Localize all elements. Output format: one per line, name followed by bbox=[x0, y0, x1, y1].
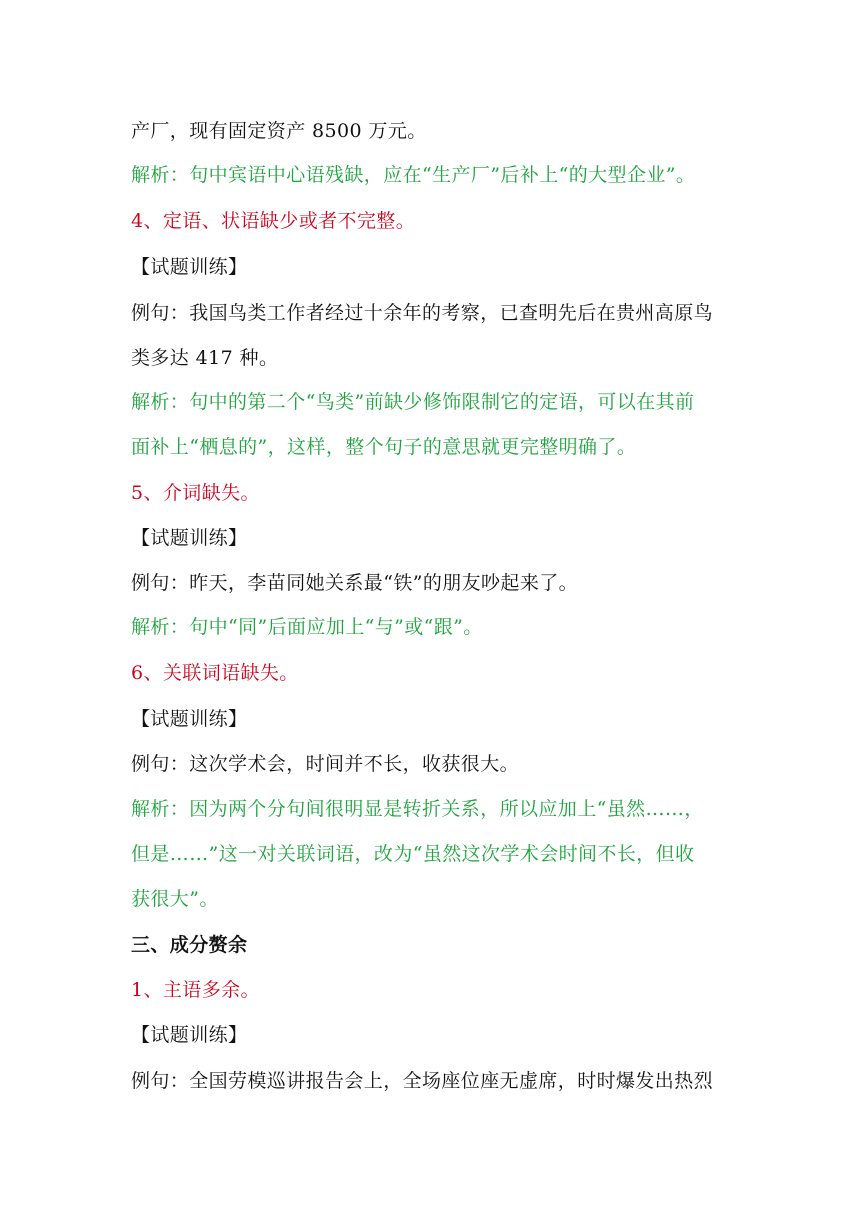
exercise-label: 【试题训练】 bbox=[131, 527, 248, 549]
analysis-text: 解析：句中宾语中心语残缺，应在“生产厂”后补上“的大型企业”。 bbox=[131, 164, 696, 186]
example-text: 例句：我国鸟类工作者经过十余年的考察，已查明先后在贵州高原鸟 bbox=[131, 302, 714, 324]
exercise-label: 【试题训练】 bbox=[131, 708, 248, 730]
analysis-text: 解析：句中的第二个“鸟类”前缺少修饰限制它的定语，可以在其前 bbox=[131, 391, 695, 413]
example-continuation: 类多达 417 种。 bbox=[131, 347, 279, 369]
exercise-label: 【试题训练】 bbox=[131, 256, 248, 278]
example-text: 例句：这次学术会，时间并不长，收获很大。 bbox=[131, 753, 520, 775]
analysis-continuation: 但是……”这一对关联词语，改为“虽然这次学术会时间不长，但收 bbox=[131, 843, 695, 865]
example-text: 例句：昨天，李苗同她关系最“铁”的朋友吵起来了。 bbox=[131, 572, 579, 594]
analysis-text: 解析：因为两个分句间很明显是转折关系，所以应加上“虽然……， bbox=[131, 798, 704, 820]
exercise-label: 【试题训练】 bbox=[131, 1024, 248, 1046]
analysis-continuation: 面补上“栖息的”，这样，整个句子的意思就更完整明确了。 bbox=[131, 436, 637, 458]
example-continuation: 产厂，现有固定资产 8500 万元。 bbox=[131, 120, 427, 142]
chapter-heading: 三、成分赘余 bbox=[131, 934, 248, 956]
analysis-text: 解析：句中“同”后面应加上“与”或“跟”。 bbox=[131, 616, 483, 638]
section-heading: 1、主语多余。 bbox=[131, 979, 260, 1001]
section-heading: 6、关联词语缺失。 bbox=[131, 662, 299, 684]
section-heading: 4、定语、状语缺少或者不完整。 bbox=[131, 210, 416, 232]
example-text: 例句：全国劳模巡讲报告会上，全场座位座无虚席，时时爆发出热烈 bbox=[131, 1070, 714, 1092]
section-heading: 5、介词缺失。 bbox=[131, 482, 260, 504]
analysis-continuation: 获很大”。 bbox=[131, 888, 219, 910]
